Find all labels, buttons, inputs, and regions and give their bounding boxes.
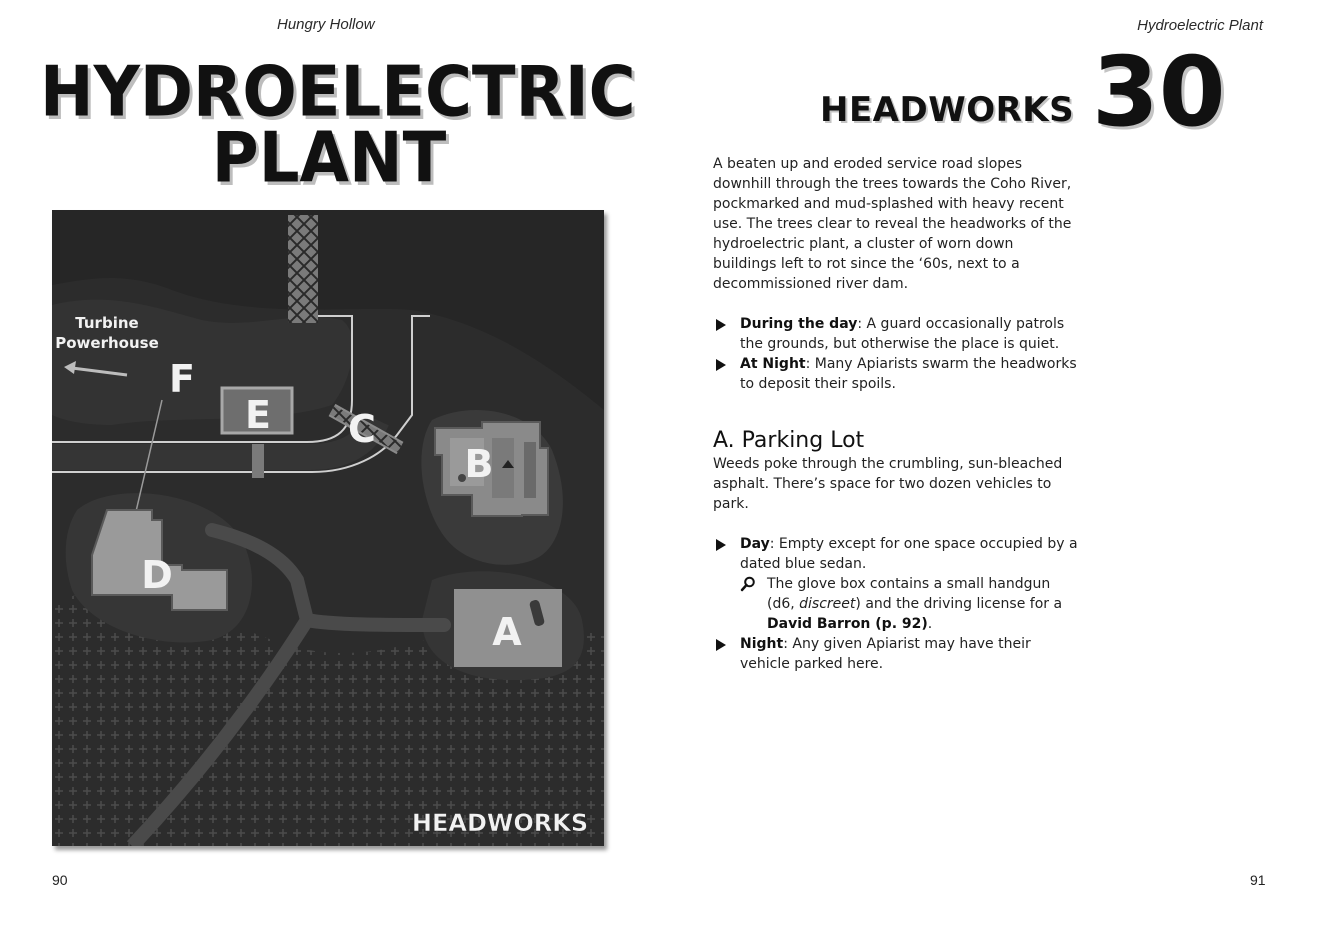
marker-a: A (492, 610, 522, 654)
intro-paragraph: A beaten up and eroded service road slopes downhill through the trees towards the Coho River, pockmarked and mud-splashed with heavy recent use. The trees clear to reveal the headworks of the hydroelectric plant, a cluster of worn down buildings left to rot since the ‘60s, next to a decommissioned river dam. (713, 156, 1072, 292)
page-title (40, 53, 636, 199)
location-name: HEADWORKS (820, 90, 1075, 130)
marker-f: F (169, 357, 195, 401)
direction-label-line2: Powerhouse (55, 334, 159, 352)
section-paragraph: Weeds poke through the crumbling, sun-bleached asphalt. There’s space for two dozen vehicles to park. (713, 456, 1063, 512)
condition-list (713, 314, 1078, 394)
section-heading-parking-lot: A. Parking Lot (713, 428, 865, 453)
condition-night-parking: Night: Any given Apiarist may have their vehicle parked here. (713, 634, 1078, 674)
headworks-map (52, 210, 604, 846)
marker-e: E (245, 393, 271, 437)
parking-lot-conditions (713, 534, 1078, 674)
page-title-line2: PLANT (211, 119, 447, 199)
condition-day: During the day: A guard occasionally patrols the grounds, but otherwise the place is quiet. (713, 314, 1078, 354)
map-banner: HEADWORKS (411, 809, 589, 837)
page-number-left: 90 (52, 872, 68, 888)
cross-reference-link: David Barron (p. 92) (767, 616, 928, 632)
play-triangle-icon (716, 539, 726, 551)
marker-c: C (348, 407, 376, 451)
magnifier-icon (740, 576, 756, 598)
direction-label-line1: Turbine (75, 314, 139, 332)
running-head-left: Hungry Hollow (277, 16, 375, 33)
running-head-right: Hydroelectric Plant (1137, 17, 1263, 34)
clue-item: The glove box contains a small handgun (d6, discreet) and the driving license for a David Barron (p. 92). (740, 574, 1078, 634)
marker-b: B (464, 442, 494, 486)
page-title-line1: HYDROELECTRIC (40, 53, 636, 133)
play-triangle-icon (716, 319, 726, 331)
location-description (713, 154, 1078, 674)
location-header (820, 36, 1240, 148)
play-triangle-icon (716, 639, 726, 651)
condition-night: At Night: Many Apiarists swarm the headworks to deposit their spoils. (713, 354, 1078, 394)
marker-d: D (141, 553, 173, 597)
penstock-pipe (288, 215, 318, 323)
play-triangle-icon (716, 359, 726, 371)
location-number: 30 (1092, 36, 1226, 148)
condition-day-parking: Day: Empty except for one space occupied by a dated blue sedan. The glove box contains a small handgun (d6, discreet) and the driving license for a David Barron (p. 92). (713, 534, 1078, 634)
page-number-right: 91 (1250, 872, 1266, 888)
